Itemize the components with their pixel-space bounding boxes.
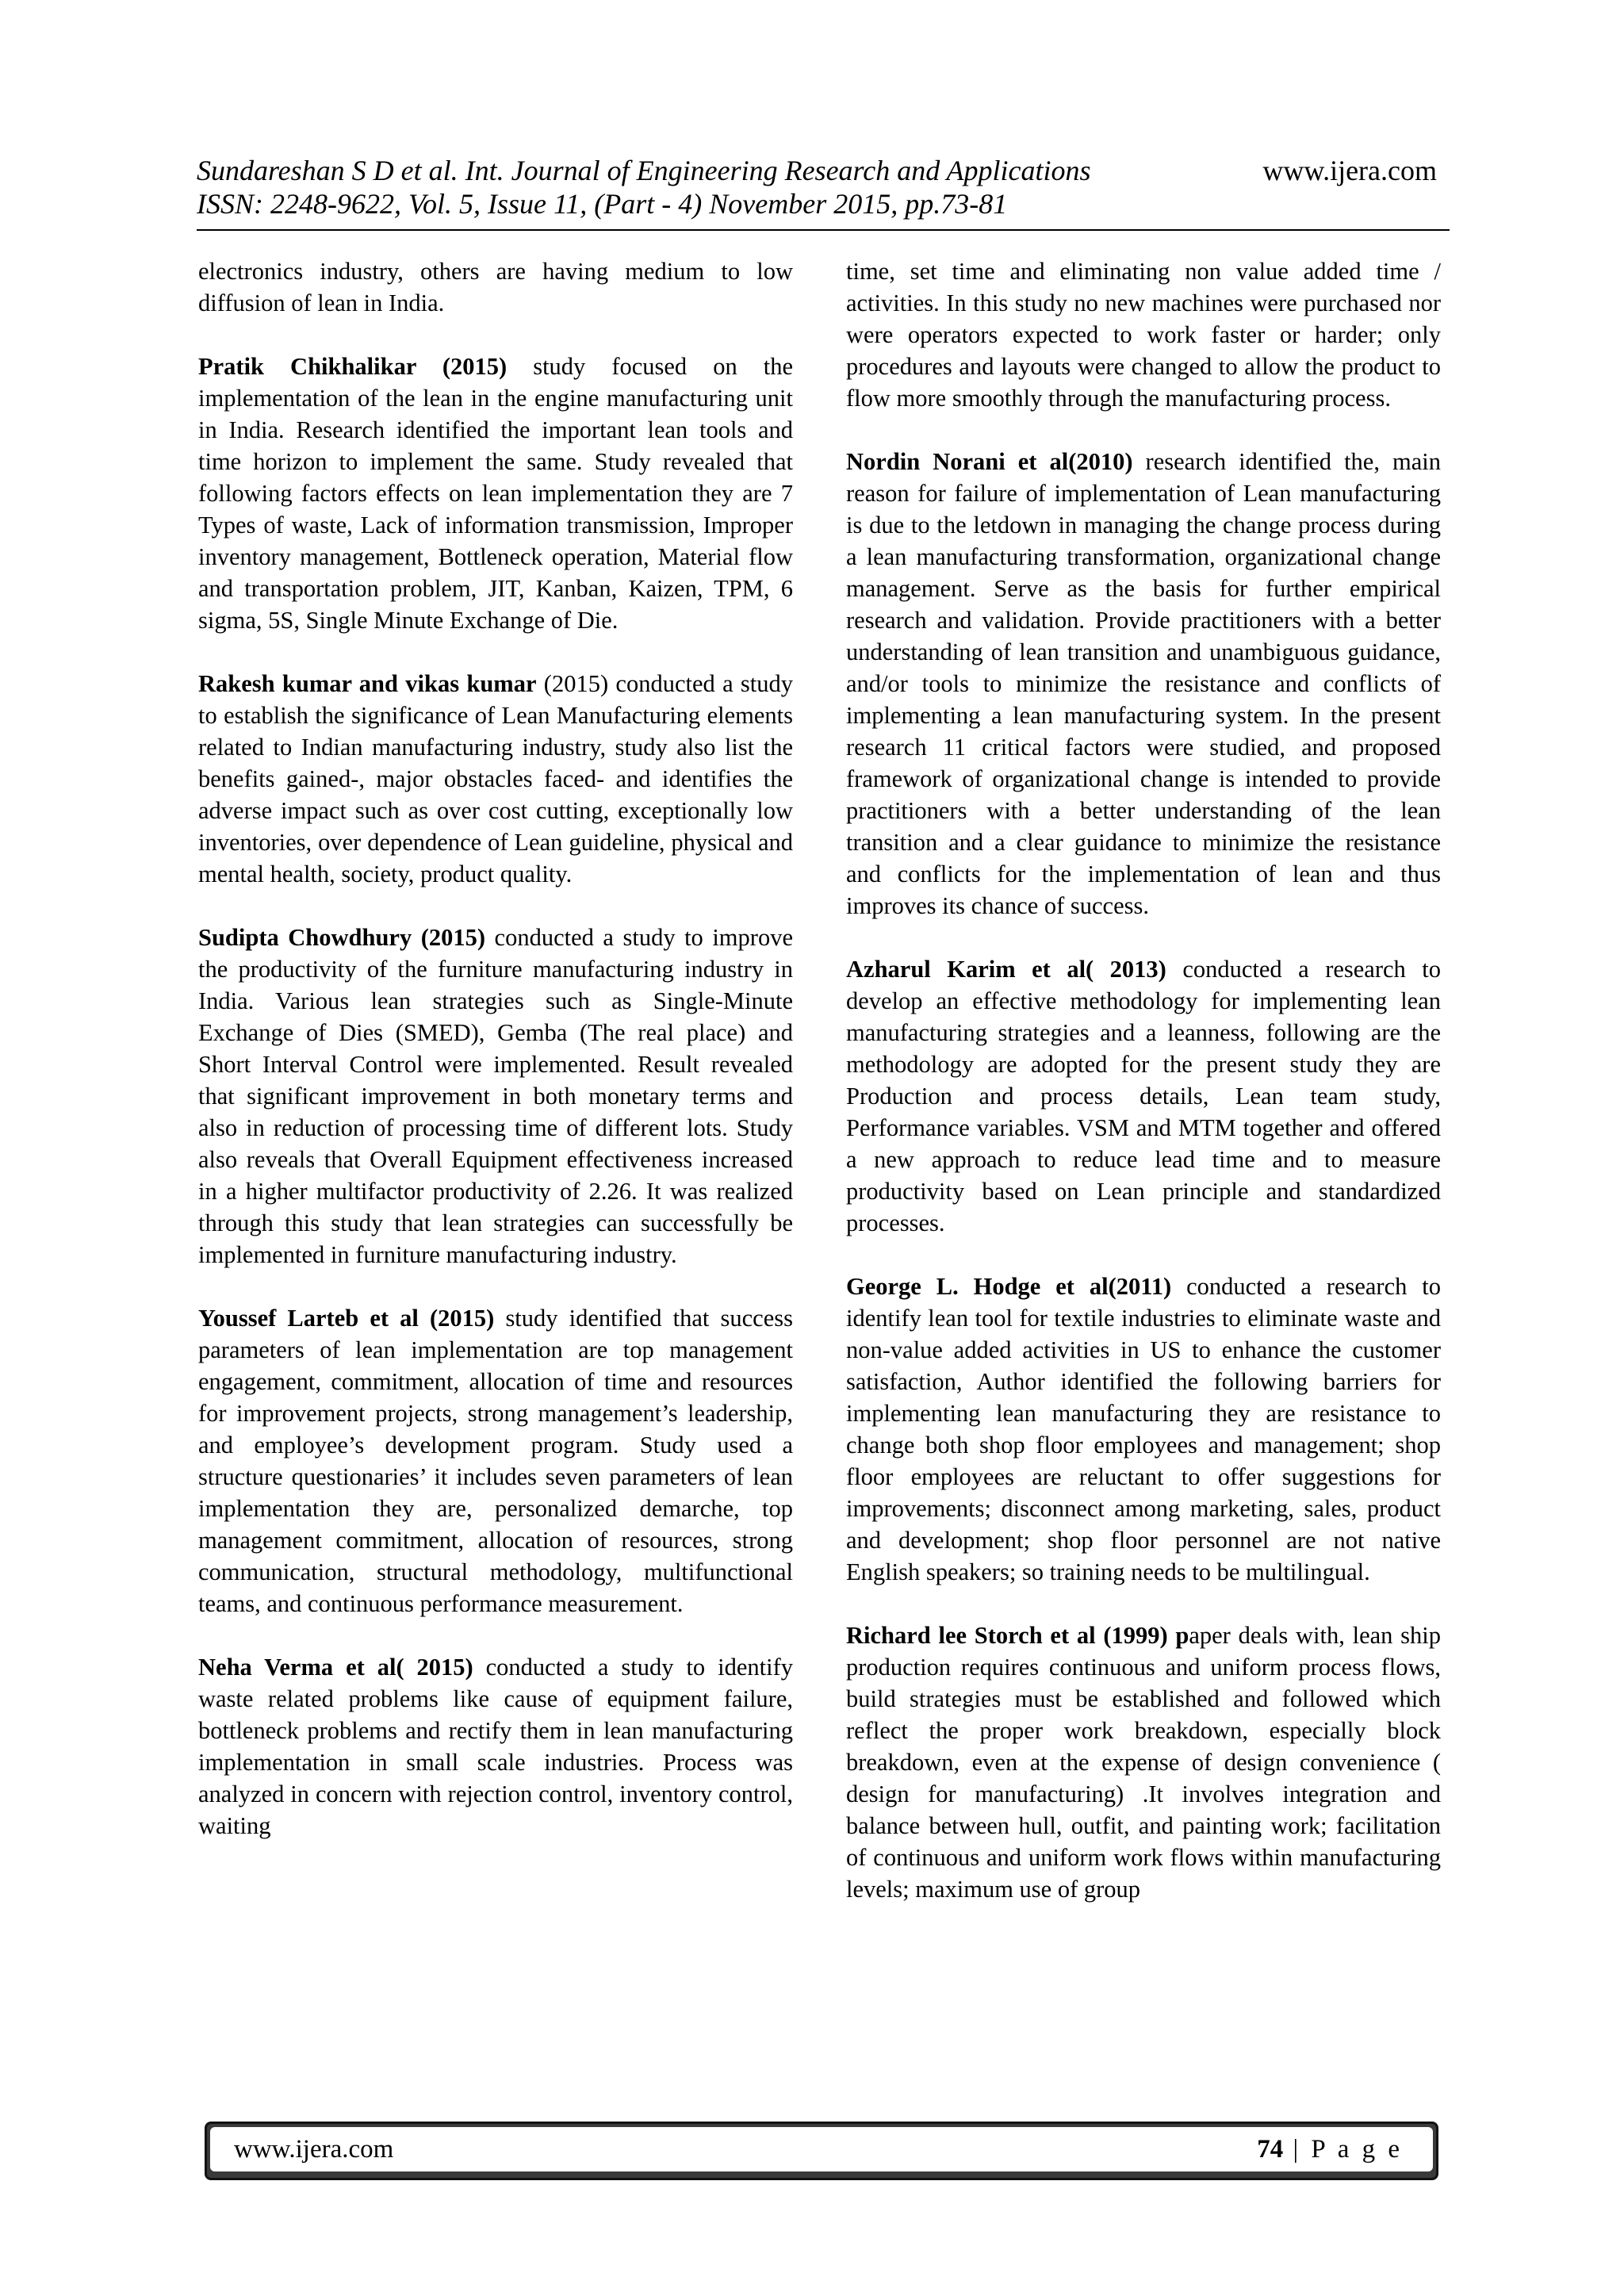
paragraph-lead: Pratik Chikhalikar (2015) bbox=[198, 353, 508, 380]
paragraph-lead: Neha Verma et al( 2015) bbox=[198, 1654, 473, 1681]
paragraph-body: conducted a study to improve the productivity of the furniture manufacturing industry in India. Various lean strategies such as Single-Minute Exchange of Dies (SMED), Gemba (The real place) and Short Interval Control were implemented. Result revealed that significant improvement in both monetary terms and also in reduction of processing time of different lots. Study also reveals that Overall Equipment effectiveness increased in a higher multifactor productivity of 2.26. It was realized through this study that lean strategies can successfully be implemented in furniture manufacturing industry. bbox=[198, 924, 793, 1268]
running-header bbox=[197, 153, 1450, 231]
paragraph-body: study focused on the implementation of the lean in the engine manufacturing unit in India. Research identified the important lean tools and time horizon to implement the same. Study revealed that following factors effects on lean implementation they are 7 Types of waste, Lack of information transmission, Improper inventory management, Bottleneck operation, Material flow and transportation problem, JIT, Kanban, Kaizen, TPM, 6 sigma, 5S, Single Minute Exchange of Die. bbox=[198, 353, 793, 634]
paragraph-lead: Rakesh kumar and vikas kumar bbox=[198, 670, 537, 697]
paragraph-body: (2015) conducted a study to establish the significance of Lean Manufacturing elements related to Indian manufacturing industry, study also list the benefits gained-, major obstacles faced- and identifies the adverse impact such as over cost cutting, exceptionally low inventories, over dependence of Lean guideline, physical and mental health, society, product quality. bbox=[198, 670, 793, 887]
header-website[interactable]: www.ijera.com bbox=[1262, 155, 1437, 186]
paragraph bbox=[846, 255, 1441, 414]
paragraph-body: conducted a research to identify lean tool for textile industries to eliminate waste and non-value added activities in US to enhance the customer satisfaction, Author identified the following barriers for implementing lean manufacturing they are resistance to change both shop floor employees and management; shop floor employees are reluctant to offer suggestions for improvements; disconnect among marketing, sales, product and development; shop floor personnel are not native English speakers; so training needs to be multilingual. bbox=[846, 1273, 1441, 1585]
page-footer bbox=[205, 2122, 1438, 2180]
journal-citation-line: Sundareshan S D et al. Int. Journal of Engineering Research and Applications bbox=[197, 155, 1091, 186]
paragraph-lead: Sudipta Chowdhury (2015) bbox=[198, 924, 486, 951]
paragraph-lead: Nordin Norani et al(2010) bbox=[846, 448, 1133, 475]
paragraph-body: study identified that success parameters of lean implementation are top management engagement, commitment, allocation of time and resources for improvement projects, strong management’s leadership, and employee’s development program. Study used a structure questionaries’ it includes seven parameters of lean implementation they are, personalized demarche, top management commitment, allocation of resources, strong communication, structural methodology, multifunctional teams, and continuous performance measurement. bbox=[198, 1305, 793, 1617]
left-column bbox=[198, 255, 793, 1842]
page-number-value: 74 bbox=[1257, 2135, 1284, 2164]
paragraph-body: aper deals with, lean ship production requires continuous and uniform process flows, build strategies must be established and followed which reflect the proper work breakdown, especially block breakdown, even at the expense of design convenience ( design for manufacturing) .It involves integration and balance between hull, outfit, and painting work; facilitation of continuous and uniform work flows within manufacturing levels; maximum use of group bbox=[846, 1622, 1441, 1903]
page-number bbox=[1257, 2133, 1403, 2165]
paragraph bbox=[846, 953, 1441, 1239]
page-label: | P a g e bbox=[1283, 2135, 1403, 2164]
paragraph-lead: George L. Hodge et al(2011) bbox=[846, 1273, 1172, 1300]
paragraph-body: time, set time and eliminating non value added time / activities. In this study no new machines were purchased nor were operators expected to work faster or harder; only procedures and layouts were changed to allow the product to flow more smoothly through the manufacturing process. bbox=[846, 258, 1441, 412]
paragraph-body: conducted a study to identify waste related problems like cause of equipment failure, bottleneck problems and rectify them in lean manufacturing implementation in small scale industries. Process was analyzed in concern with rejection control, inventory control, waiting bbox=[198, 1654, 793, 1839]
paragraph bbox=[198, 255, 793, 319]
issn-line: ISSN: 2248-9622, Vol. 5, Issue 11, (Part - 4) November 2015, pp.73-81 bbox=[197, 188, 1008, 220]
paragraph bbox=[846, 446, 1441, 922]
paragraph-lead: Azharul Karim et al( 2013) bbox=[846, 956, 1166, 983]
paragraph-lead: Youssef Larteb et al (2015) bbox=[198, 1305, 495, 1332]
right-column bbox=[846, 255, 1441, 1905]
paragraph-body: electronics industry, others are having medium to low diffusion of lean in India. bbox=[198, 258, 793, 316]
paragraph-body: conducted a research to develop an effective methodology for implementing lean manufacturing strategies and a leanness, following are the methodology are adopted for the present study they are Production and process details, Lean team study, Performance variables. VSM and MTM together and offered a new approach to reduce lead time and to measure productivity based on Lean principle and standardized processes. bbox=[846, 956, 1441, 1236]
paragraph bbox=[198, 1651, 793, 1842]
paragraph bbox=[198, 668, 793, 890]
paragraph-lead: Richard lee Storch et al (1999) p bbox=[846, 1622, 1189, 1649]
footer-website[interactable]: www.ijera.com bbox=[234, 2135, 394, 2164]
paragraph bbox=[198, 922, 793, 1271]
paragraph bbox=[846, 1619, 1441, 1905]
paragraph bbox=[198, 1302, 793, 1619]
footer-panel bbox=[210, 2127, 1433, 2171]
paragraph-body: research identified the, main reason for failure of implementation of Lean manufacturing is due to the letdown in managing the change process during a lean manufacturing transformation, organizational change management. Serve as the basis for further empirical research and validation. Provide practitioners with a better understanding of lean transition and unambiguous guidance, and/or tools to minimize the resistance and conflicts of implementing a lean manufacturing system. In the present research 11 critical factors were studied, and proposed framework of organizational change is intended to provide practitioners with a better understanding of the lean transition and a clear guidance to minimize the resistance and conflicts for the implementation of lean and thus improves its chance of success. bbox=[846, 448, 1441, 919]
paragraph bbox=[198, 351, 793, 636]
paragraph bbox=[846, 1271, 1441, 1588]
